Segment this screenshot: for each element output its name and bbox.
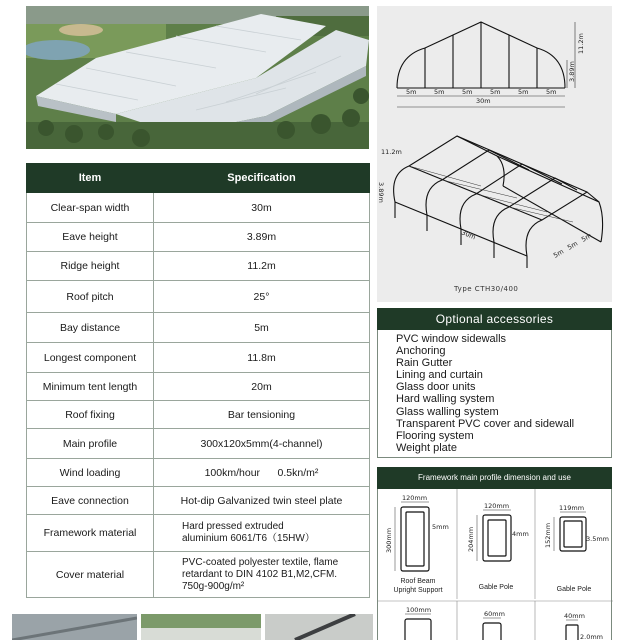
- iso-length-label: 30m: [460, 228, 477, 242]
- profile-caption: [379, 577, 457, 595]
- table-row: [27, 515, 370, 552]
- table-row: [27, 459, 370, 487]
- profile-caption: [535, 585, 613, 594]
- row-item: Longest component: [27, 343, 154, 373]
- structure-diagram-panel: [377, 6, 612, 302]
- iso-bay-label: 5m: [552, 247, 566, 260]
- table-row: [27, 401, 370, 429]
- span-label: 5m: [490, 88, 501, 96]
- table-row: [27, 429, 370, 459]
- profile-width: 60mm: [484, 610, 505, 618]
- spec-line: retardant to DIN 4102 B1,M2,CFM.: [182, 568, 338, 580]
- row-item: Roof pitch: [27, 281, 154, 313]
- row-spec: 100km/hour 0.5kn/m²: [154, 459, 370, 487]
- caption-line: Roof Beam: [400, 578, 436, 585]
- optional-accessories-box: [377, 330, 612, 458]
- caption-line: Gable Pole: [556, 586, 592, 593]
- iso-eave-label: 3.89m: [377, 182, 385, 203]
- list-item: PVC window sidewalls: [396, 333, 507, 345]
- list-item: Rain Gutter: [396, 357, 453, 370]
- row-item: Minimum tent length: [27, 373, 154, 401]
- table-row: [27, 281, 370, 313]
- row-item: Roof fixing: [27, 401, 154, 429]
- profile-height: 204mm: [467, 526, 475, 552]
- row-spec: 300x120x5mm(4-channel): [154, 429, 370, 459]
- span-label: 5m: [406, 88, 417, 96]
- spec-table: [26, 163, 370, 598]
- row-spec: 3.89m: [154, 223, 370, 252]
- iso-height-label: 11.2m: [381, 148, 402, 156]
- profile-height: 300mm: [385, 527, 393, 553]
- profile-thickness: 3.5mm: [586, 535, 610, 543]
- profile-caption: [457, 583, 535, 592]
- iso-bay-label: 5m: [566, 239, 580, 252]
- table-row: [27, 313, 370, 343]
- row-spec: [154, 515, 370, 552]
- table-row: [27, 343, 370, 373]
- total-width-label: 30m: [476, 97, 491, 105]
- spec-line: aluminium 6061/T6（15HW）: [182, 533, 315, 544]
- framework-title: Framework main profile dimension and use: [377, 467, 612, 489]
- row-item: Eave connection: [27, 487, 154, 515]
- tent-aerial-illustration: [26, 6, 369, 149]
- row-spec: Hot-dip Galvanized twin steel plate: [154, 487, 370, 515]
- row-item: Wind loading: [27, 459, 154, 487]
- column-header-specification: Specification: [154, 164, 370, 193]
- profile-height: 152mm: [544, 522, 552, 548]
- profile-drawings: [378, 489, 613, 640]
- row-item: Main profile: [27, 429, 154, 459]
- accessories-list: [396, 333, 574, 454]
- span-label: 5m: [546, 88, 557, 96]
- row-spec: 11.8m: [154, 343, 370, 373]
- list-item: Glass walling system: [396, 405, 499, 418]
- caption-line: Upright Support: [393, 587, 443, 594]
- list-item: Transparent PVC cover and sidewall: [396, 417, 575, 430]
- spec-line: PVC-coated polyester textile, flame: [182, 556, 339, 568]
- row-spec: 20m: [154, 373, 370, 401]
- list-item: Glass door units: [396, 381, 476, 394]
- row-spec: Bar tensioning: [154, 401, 370, 429]
- profile-outline: [401, 507, 429, 571]
- row-spec: [154, 552, 370, 598]
- span-label: 5m: [462, 88, 473, 96]
- bottom-photo-3: [265, 614, 373, 640]
- profile-thickness: 5mm: [432, 523, 449, 531]
- list-item: Flooring system: [396, 429, 474, 442]
- list-item: Hard walling system: [396, 393, 495, 406]
- row-spec: 25°: [154, 281, 370, 313]
- table-header-row: [27, 164, 370, 193]
- row-item: Ridge height: [27, 252, 154, 281]
- row-item: Eave height: [27, 223, 154, 252]
- list-item: Anchoring: [396, 345, 446, 358]
- structure-diagram: [377, 6, 612, 302]
- row-item: Clear-span width: [27, 193, 154, 223]
- optional-accessories-title: Optional accessories: [377, 308, 612, 330]
- table-row: [27, 223, 370, 252]
- list-item: Lining and curtain: [396, 369, 483, 382]
- profile-outline: [483, 515, 511, 561]
- ridge-height-label: 11.2m: [577, 33, 585, 54]
- bottom-photo-2: [141, 614, 261, 640]
- table-row: [27, 552, 370, 598]
- profile-width: 100mm: [406, 606, 432, 614]
- row-spec: 30m: [154, 193, 370, 223]
- profile-width: 40mm: [564, 612, 585, 620]
- row-spec: 5m: [154, 313, 370, 343]
- table-row: [27, 487, 370, 515]
- table-row: [27, 193, 370, 223]
- framework-box: [377, 489, 612, 640]
- row-item: Bay distance: [27, 313, 154, 343]
- bottom-photo-1: [12, 614, 137, 640]
- table-row: [27, 252, 370, 281]
- profile-width: 120mm: [484, 502, 510, 510]
- span-label: 5m: [434, 88, 445, 96]
- caption-line: Gable Pole: [478, 584, 514, 591]
- table-row: [27, 373, 370, 401]
- row-item: Framework material: [27, 515, 154, 552]
- profile-width: 119mm: [559, 504, 585, 512]
- list-item: Weight plate: [396, 441, 457, 454]
- row-item: Cover material: [27, 552, 154, 598]
- eave-height-label: 3.89m: [568, 61, 576, 82]
- iso-bay-label: 5m: [580, 231, 594, 244]
- profile-thickness: 4mm: [512, 530, 529, 538]
- spec-line: Hard pressed extruded: [182, 521, 284, 532]
- column-header-item: Item: [27, 164, 154, 193]
- type-label: Type CTH30/400: [454, 285, 519, 293]
- span-label: 5m: [518, 88, 529, 96]
- tent-aerial-photo: [26, 6, 369, 149]
- profile-width: 120mm: [402, 494, 428, 502]
- spec-line: 750g-900g/m²: [182, 580, 245, 592]
- row-spec: 11.2m: [154, 252, 370, 281]
- profile-thickness: 2.0mm: [580, 633, 604, 640]
